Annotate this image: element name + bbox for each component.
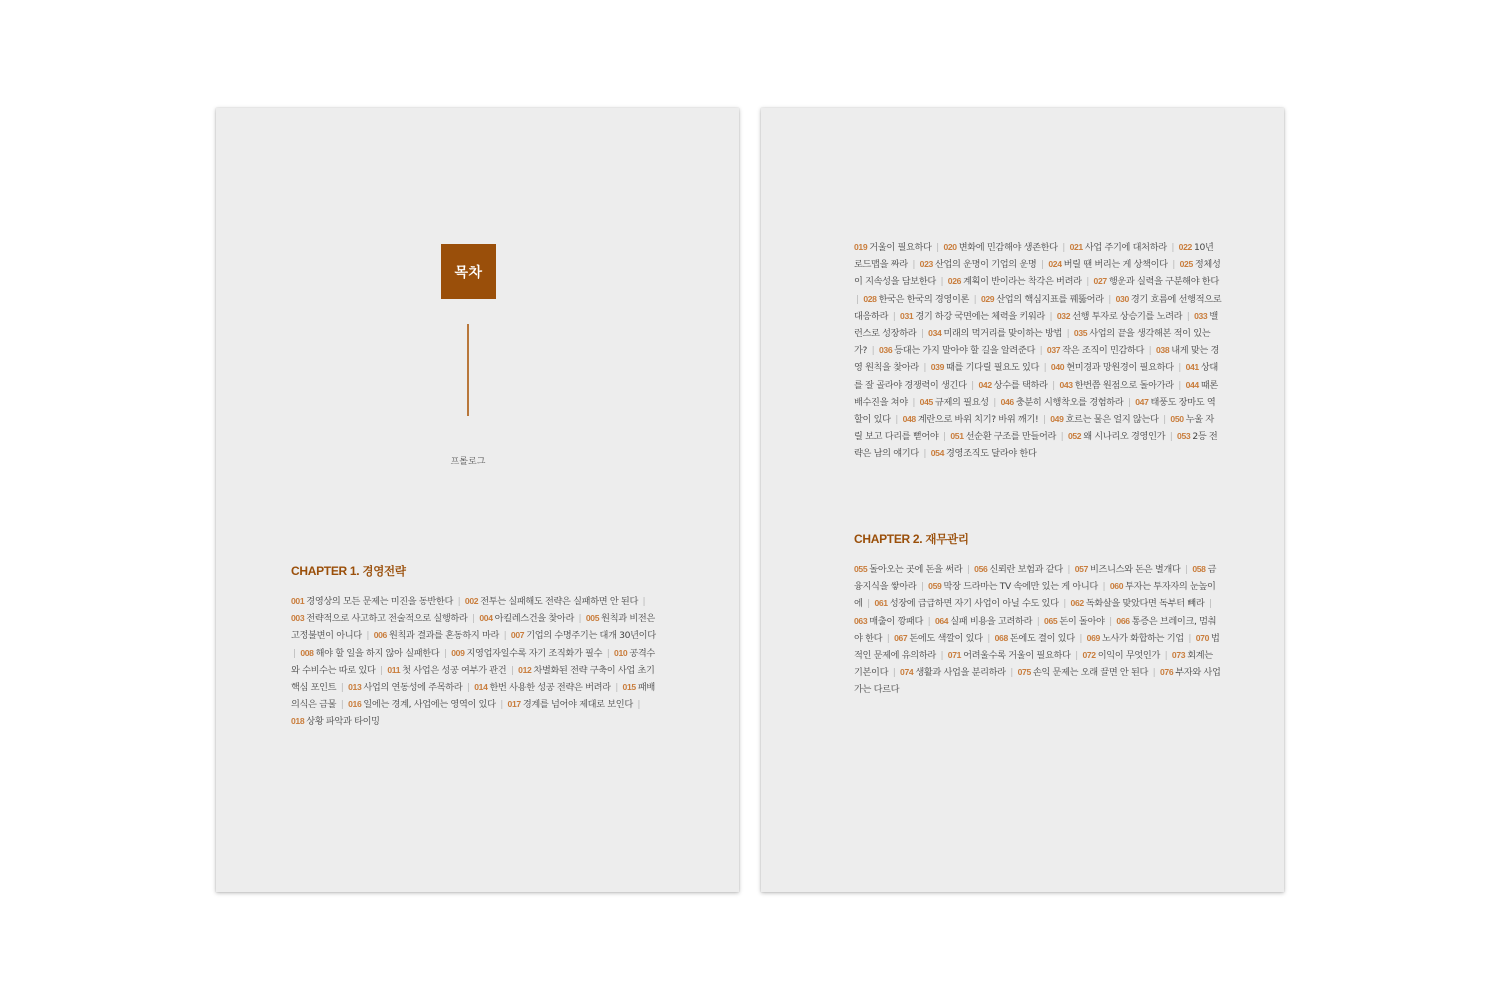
entry-separator: | [1109, 615, 1112, 627]
entry-title: 회계는 기본이다 [854, 650, 1213, 679]
entry-number: 051 [950, 431, 964, 442]
entry-title: 매출이 깡패다 [869, 615, 924, 627]
entry-separator: | [1171, 242, 1175, 253]
entry-separator: | [1036, 615, 1040, 627]
toc-entry [348, 682, 462, 693]
toc-entry [854, 242, 932, 253]
entry-number: 029 [980, 293, 995, 304]
entry-separator: | [973, 293, 977, 305]
entry-number: 052 [1067, 431, 1082, 442]
entry-number: 069 [1086, 632, 1100, 643]
toc-entry [1047, 345, 1144, 356]
entry-title: 생활과 사업을 분리하라 [915, 667, 1006, 679]
entry-number: 020 [943, 242, 957, 252]
toc-entry [948, 276, 1082, 287]
entry-title: 계란으로 바위 치기? 바위 깨기! [917, 414, 1039, 426]
entry-separator: | [510, 664, 514, 676]
entry-separator: | [1041, 259, 1044, 271]
entry-number: 007 [510, 630, 525, 641]
entry-title: 돌아오는 곳에 돈을 써라 [869, 564, 963, 575]
toc-entry [291, 716, 380, 727]
entry-number: 053 [1177, 431, 1191, 442]
entry-number: 055 [854, 564, 868, 574]
entry-number: 046 [1000, 396, 1014, 407]
entry-separator: | [606, 647, 610, 659]
entry-title: 손익 문제는 오래 끌면 안 된다 [1032, 667, 1149, 679]
entry-number: 038 [1155, 345, 1170, 356]
entry-separator: | [642, 596, 646, 607]
entry-number: 003 [291, 613, 305, 624]
entry-number: 041 [1185, 362, 1199, 373]
entry-number: 043 [1059, 379, 1073, 390]
entry-separator: | [472, 613, 475, 625]
toc-entry [928, 581, 1098, 592]
entry-separator: | [1066, 328, 1070, 340]
entry-number: 026 [947, 276, 962, 287]
chapter-1-heading [291, 563, 406, 579]
entry-title: 통증은 브레이크, 멈춰야 한다 [854, 615, 1217, 644]
entry-title: 흐르는 물은 얼지 않는다 [1065, 414, 1159, 426]
entry-number: 060 [1109, 581, 1124, 592]
entry-separator: | [1186, 310, 1190, 322]
entry-title: 비즈니스와 돈은 별개다 [1090, 564, 1181, 575]
entry-number: 010 [614, 647, 628, 658]
prologue-label: 프롤로그 [450, 457, 486, 467]
entry-number: 023 [919, 259, 933, 270]
entry-separator: | [1127, 396, 1131, 408]
entry-separator: | [1185, 564, 1188, 575]
entry-separator: | [920, 581, 924, 593]
entry-number: 049 [1050, 414, 1064, 425]
entry-title: 금융지식을 쌓아라 [854, 564, 1217, 593]
entry-title: 등대는 가지 말아야 할 길을 알려준다 [894, 345, 1035, 357]
entry-title: 한번 사용한 성공 전략은 버려라 [489, 682, 611, 694]
entry-title: 경계를 넘어야 제대로 보인다 [522, 699, 633, 711]
entry-title: 일에는 경계, 사업에는 영역이 있다 [363, 699, 496, 711]
toc-entry [374, 630, 499, 641]
toc-entry [931, 448, 1037, 459]
entry-title: 법적인 문제에 유의하라 [854, 632, 1220, 662]
entry-number: 047 [1135, 396, 1149, 407]
entry-title: 버릴 땐 버리는 게 상책이다 [1063, 259, 1168, 271]
toc-entry [1044, 616, 1105, 627]
entry-number: 022 [1178, 242, 1192, 252]
entry-separator: | [1075, 650, 1078, 662]
entry-separator: | [886, 632, 890, 644]
entry-separator: | [920, 328, 924, 340]
entry-number: 056 [974, 564, 988, 574]
entry-title: 경기 하강 국면에는 체력을 키워라 [915, 310, 1045, 322]
entry-separator: | [293, 647, 296, 659]
entry-number: 002 [464, 596, 479, 606]
entry-separator: | [1049, 310, 1053, 322]
entry-title: 충분히 시행착오를 경험하라 [1015, 396, 1124, 408]
entry-separator: | [1208, 598, 1212, 610]
entry-title: 경영조직도 달라야 한다 [946, 448, 1037, 460]
entry-separator: | [1067, 564, 1071, 575]
entry-title: 내게 맞는 경영 원칙을 찾아라 [854, 345, 1220, 374]
entry-title: 돈이 돌아야 [1059, 615, 1105, 627]
toc-entry [995, 633, 1075, 644]
divider-line [467, 324, 469, 416]
entry-number: 009 [451, 647, 465, 658]
entry-separator: | [1043, 362, 1047, 374]
toc-entry [1001, 397, 1124, 408]
entry-title: 2등 전략은 남의 얘기다 [854, 431, 1218, 460]
chapter-2-title: 재무관리 [925, 532, 969, 546]
entry-title: 차별화된 전략 구축이 사업 초기 핵심 포인트 [291, 664, 655, 694]
entry-number: 025 [1179, 259, 1193, 270]
entry-separator: | [943, 431, 946, 443]
chapter-2-entries [854, 561, 1222, 699]
entry-title: 아킬레스건을 찾아라 [494, 613, 574, 625]
entry-number: 011 [387, 664, 401, 675]
entry-title: 성장에 급급하면 자기 사업이 아닐 수도 있다 [889, 598, 1059, 610]
entry-title: 어려울수록 거울이 필요하다 [963, 650, 1071, 662]
toc-entry [900, 667, 1006, 678]
entry-separator: | [927, 615, 931, 627]
toc-entry [931, 362, 1039, 373]
entry-title: 거울이 필요하다 [869, 242, 932, 253]
toc-entry [465, 596, 638, 607]
chapter-1-continued-entries [854, 239, 1222, 463]
entry-title: 전략적으로 사고하고 전술적으로 실행하라 [306, 613, 468, 625]
toc-entry [291, 613, 467, 624]
entry-title: 작은 조직이 민감하다 [1062, 345, 1145, 357]
entry-number: 072 [1082, 650, 1096, 661]
entry-separator: | [1063, 598, 1066, 610]
entry-title: 선행 투자로 상승기를 노려라 [1072, 310, 1183, 322]
entry-number: 064 [934, 615, 949, 626]
toc-entry [1068, 431, 1165, 442]
entry-title: 막장 드라마는 TV 속에만 있는 게 아니다 [943, 581, 1098, 593]
toc-entry [920, 259, 1037, 270]
entry-title: 한국은 한국의 경영이론 [878, 293, 970, 305]
entry-number: 013 [348, 682, 362, 693]
entry-number: 065 [1044, 615, 1058, 626]
entry-title: 때론 배수진을 쳐야 [854, 379, 1218, 408]
entry-number: 040 [1050, 362, 1065, 373]
entry-separator: | [923, 448, 927, 460]
entry-separator: | [637, 699, 641, 711]
entry-separator: | [892, 667, 896, 679]
chapter-1-entries [291, 593, 656, 731]
entry-title: 전투는 실패해도 전략은 실패하면 안 된다 [480, 596, 638, 607]
entry-separator: | [912, 259, 916, 271]
toc-entry [291, 596, 453, 607]
entry-number: 061 [874, 598, 888, 609]
toc-entry [1094, 276, 1219, 287]
entry-number: 074 [900, 667, 914, 678]
entry-number: 031 [900, 310, 914, 321]
toc-entry [981, 294, 1104, 305]
entry-number: 006 [373, 630, 387, 641]
entry-title: 지영업자일수록 자기 조직화가 필수 [466, 647, 603, 659]
entry-title: 미래의 먹거리를 맞이하는 방법 [943, 328, 1062, 340]
entry-separator: | [892, 310, 896, 322]
entry-separator: | [871, 345, 875, 357]
entry-separator: | [1169, 431, 1173, 443]
entry-separator: | [615, 682, 618, 694]
entry-separator: | [1039, 345, 1043, 357]
entry-separator: | [1164, 650, 1168, 662]
entry-number: 035 [1073, 328, 1088, 339]
entry-title: 상황 파악과 타이밍 [306, 716, 380, 728]
entry-separator: | [1086, 276, 1089, 288]
entry-number: 045 [919, 396, 933, 407]
entry-title: 사업 주기에 대처하라 [1084, 242, 1167, 253]
toc-entry [1075, 564, 1181, 575]
entry-number: 044 [1185, 379, 1199, 390]
entry-title: 선순환 구조를 만들어라 [965, 431, 1057, 443]
entry-number: 050 [1170, 414, 1184, 425]
toc-entry [894, 633, 983, 644]
entry-separator: | [1079, 632, 1083, 644]
toc-entry [300, 648, 439, 659]
toc-entry [508, 699, 633, 710]
entry-number: 057 [1074, 564, 1089, 574]
toc-entry [879, 345, 1035, 356]
entry-number: 037 [1046, 345, 1061, 356]
entry-title: 부자와 사업가는 다르다 [854, 667, 1221, 696]
entry-title: 경기 흐름에 선행적으로 대응하라 [854, 293, 1222, 322]
entry-separator: | [1163, 414, 1166, 426]
entry-separator: | [1102, 581, 1106, 593]
toc-badge: 목차 [441, 244, 496, 299]
entry-title: 패배의식은 금물 [291, 682, 655, 711]
chapter-1-title: 경영전략 [362, 564, 406, 578]
entry-separator: | [993, 396, 996, 408]
entry-number: 017 [507, 699, 521, 710]
entry-number: 075 [1017, 667, 1031, 678]
entry-separator: | [940, 276, 944, 288]
entry-title: 경영상의 모든 문제는 미진을 동반한다 [306, 596, 453, 607]
entry-title: 태풍도 장마도 역할이 있다 [854, 396, 1216, 426]
entry-title: 원칙과 결과를 혼동하지 마라 [388, 630, 499, 642]
entry-title: 이익이 무엇인가 [1097, 650, 1160, 662]
entry-separator: | [923, 362, 927, 374]
entry-title: 한번쯤 원점으로 돌아가라 [1074, 379, 1174, 391]
entry-separator: | [503, 630, 507, 642]
toc-entry [928, 328, 1062, 339]
entry-separator: | [500, 699, 503, 711]
entry-separator: | [1108, 293, 1112, 305]
entry-number: 067 [894, 632, 908, 643]
entry-number: 012 [518, 664, 532, 675]
entry-title: 행운과 실력을 구분해야 한다 [1108, 276, 1219, 288]
entry-number: 059 [928, 581, 942, 592]
entry-number: 036 [878, 345, 893, 356]
entry-title: 기업의 수명주기는 대개 30년이다 [526, 630, 656, 642]
toc-entry [1082, 650, 1160, 661]
entry-separator: | [1148, 345, 1152, 357]
entry-number: 071 [947, 650, 962, 661]
toc-entry [1087, 633, 1184, 644]
entry-title: 돈에도 결이 있다 [1009, 632, 1075, 644]
entry-separator: | [578, 613, 582, 625]
toc-entry [1071, 598, 1205, 609]
toc-entry [920, 397, 989, 408]
entry-number: 018 [291, 716, 305, 727]
entry-separator: | [1152, 667, 1156, 679]
toc-entry [935, 616, 1032, 627]
entry-number: 016 [348, 699, 362, 710]
entry-separator: | [1042, 414, 1046, 426]
entry-number: 024 [1048, 259, 1062, 270]
toc-entry [900, 311, 1045, 322]
entry-number: 030 [1115, 293, 1129, 304]
entry-number: 068 [994, 632, 1008, 643]
entry-title: 산업의 핵심지표를 꿰뚫어라 [996, 293, 1104, 305]
chapter-2-heading [854, 531, 969, 547]
entry-number: 004 [479, 613, 493, 624]
right-page [761, 108, 1284, 892]
toc-entry [474, 682, 610, 693]
entry-separator: | [936, 242, 939, 253]
entry-title: 밸런스로 성장하라 [854, 310, 1218, 340]
entry-number: 033 [1194, 310, 1208, 321]
entry-separator: | [1062, 242, 1065, 253]
entry-separator: | [1060, 431, 1064, 443]
entry-number: 005 [585, 613, 600, 624]
entry-title: 정체성이 지속성을 담보한다 [854, 259, 1221, 288]
entry-title: 투자는 투자자의 눈높이에 [854, 581, 1216, 610]
entry-separator: | [443, 647, 447, 659]
entry-separator: | [895, 414, 898, 426]
entry-separator: | [466, 682, 470, 694]
entry-number: 039 [930, 362, 945, 373]
entry-number: 019 [854, 242, 868, 252]
entry-separator: | [340, 682, 344, 694]
entry-separator: | [1178, 362, 1181, 374]
entry-number: 034 [928, 328, 942, 339]
entry-title: 왜 시나리오 경영인가 [1083, 431, 1166, 443]
toc-entry [1048, 259, 1167, 270]
entry-title: 10년 로드맵을 짜라 [854, 242, 1214, 271]
toc-entry [903, 414, 1039, 425]
entry-title: 신뢰란 보험과 같다 [989, 564, 1063, 575]
toc-entry [1057, 311, 1182, 322]
entry-title: 첫 사업은 성공 여부가 관건 [402, 664, 507, 676]
entry-title: 사업의 끝을 생각해본 적이 있는가? [854, 328, 1211, 357]
entry-separator: | [971, 379, 974, 391]
entry-number: 076 [1159, 667, 1174, 678]
entry-separator: | [380, 664, 383, 676]
entry-separator: | [912, 396, 916, 408]
toc-entry [1050, 414, 1158, 425]
entry-number: 028 [863, 293, 877, 304]
entry-number: 070 [1195, 632, 1210, 643]
entry-number: 042 [978, 379, 992, 390]
entry-separator: | [1052, 379, 1055, 391]
entry-title: 상수를 택하라 [993, 379, 1048, 391]
entry-title: 계획이 반이라는 착각은 버려라 [963, 276, 1082, 288]
entry-title: 노사가 화합하는 기업 [1101, 632, 1184, 644]
entry-number: 062 [1070, 598, 1084, 609]
toc-entry [511, 630, 656, 641]
toc-entry [854, 564, 962, 575]
entry-number: 008 [300, 647, 314, 658]
toc-entry [479, 613, 574, 624]
toc-entry [974, 564, 1063, 575]
entry-number: 058 [1192, 564, 1206, 574]
toc-entry [1018, 667, 1148, 678]
toc-entry [1070, 242, 1167, 253]
entry-title: 누울 자릴 보고 다리를 뻗어야 [854, 414, 1214, 443]
toc-entry [1051, 362, 1174, 373]
chapter-2-label: CHAPTER 2. [854, 532, 923, 546]
entry-separator: | [940, 650, 944, 662]
toc-entry [948, 650, 1071, 661]
left-page [216, 108, 739, 892]
entry-separator: | [856, 293, 859, 305]
entry-separator: | [966, 564, 970, 575]
entry-number: 014 [474, 682, 488, 693]
entry-separator: | [457, 596, 461, 607]
entry-title: 규제의 필요성 [934, 396, 989, 408]
entry-separator: | [1010, 667, 1014, 679]
chapter-1-label: CHAPTER 1. [291, 564, 360, 578]
entry-number: 027 [1093, 276, 1107, 287]
toc-entry [863, 294, 969, 305]
entry-separator: | [366, 630, 370, 642]
entry-separator: | [987, 632, 991, 644]
entry-number: 073 [1171, 650, 1186, 661]
entry-title: 변화에 민감해야 생존한다 [958, 242, 1058, 253]
entry-number: 015 [622, 682, 636, 693]
entry-separator: | [1188, 632, 1192, 644]
entry-title: 때를 기다릴 필요도 있다 [946, 362, 1039, 374]
entry-title: 사업의 연동성에 주목하라 [363, 682, 463, 694]
toc-entry [387, 665, 506, 676]
entry-title: 돈에도 색깔이 있다 [909, 632, 983, 644]
entry-number: 048 [902, 414, 916, 425]
entry-title: 공격수와 수비수는 따로 있다 [291, 647, 655, 676]
toc-entry [854, 616, 923, 627]
entry-title: 산업의 운명이 기업의 운명 [934, 259, 1037, 271]
toc-entry [950, 431, 1056, 442]
entry-number: 066 [1116, 615, 1130, 626]
toc-entry [451, 648, 602, 659]
entry-number: 032 [1056, 310, 1071, 321]
entry-separator: | [1172, 259, 1176, 271]
entry-title: 해야 할 일을 하지 않아 실패한다 [315, 647, 440, 659]
toc-entry [348, 699, 496, 710]
entry-title: 상대를 잘 골라야 경쟁력이 생긴다 [854, 362, 1218, 391]
toc-entry [874, 598, 1058, 609]
entry-title: 현미경과 망원경이 필요하다 [1066, 362, 1174, 374]
entry-number: 054 [930, 448, 945, 459]
entry-separator: | [340, 699, 344, 711]
entry-title: 독화살을 맞았다면 독부터 빼라 [1085, 598, 1205, 610]
entry-title: 원칙과 비전은 고정불변이 아니다 [291, 613, 655, 642]
entry-title: 실패 비용을 고려하라 [950, 615, 1033, 627]
entry-separator: | [867, 598, 870, 610]
entry-number: 001 [291, 596, 305, 606]
toc-entry [1059, 380, 1173, 391]
entry-separator: | [1178, 379, 1181, 391]
entry-number: 021 [1069, 242, 1083, 252]
toc-entry [943, 242, 1057, 253]
entry-number: 063 [854, 615, 868, 626]
toc-entry [979, 380, 1048, 391]
